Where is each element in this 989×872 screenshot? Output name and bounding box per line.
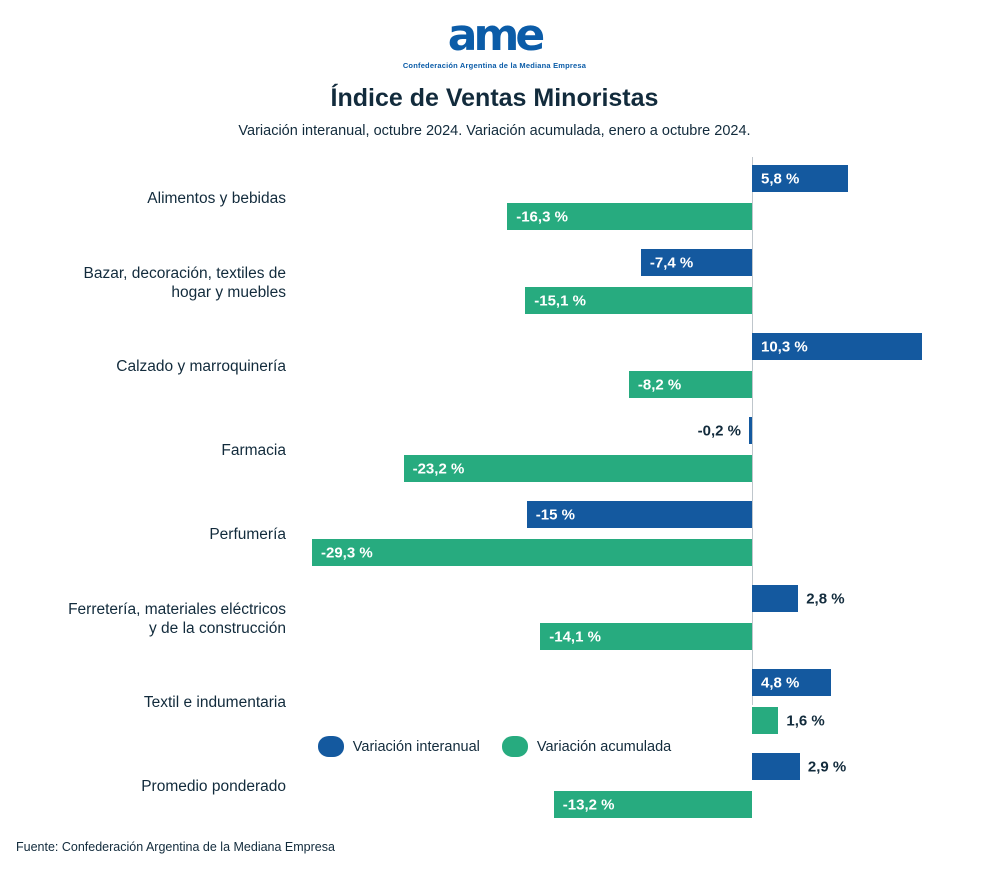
legend-label: Variación acumulada bbox=[536, 738, 672, 755]
bar-group bbox=[300, 241, 989, 325]
chart-legend bbox=[0, 736, 989, 757]
chart-row bbox=[0, 493, 989, 577]
chart-subtitle: Variación interanual, octubre 2024. Variación acumulada, enero a octubre 2024. bbox=[238, 123, 751, 139]
source-note: Fuente: Confederación Argentina de la Mediana Empresa bbox=[16, 840, 335, 854]
category-label: Promedio ponderado bbox=[141, 778, 286, 796]
bar-interanual bbox=[752, 333, 922, 360]
bar-interanual bbox=[752, 585, 845, 612]
chart-title: Índice de Ventas Minoristas bbox=[330, 84, 659, 112]
category-label: Ferretería, materiales eléctricos y de la construcción bbox=[68, 600, 286, 637]
bar-rows bbox=[0, 157, 989, 829]
bar-value-label: -0,2 % bbox=[697, 422, 741, 439]
chart-row bbox=[0, 241, 989, 325]
category-label: Alimentos y bebidas bbox=[147, 190, 286, 208]
bar-acumulada bbox=[629, 371, 752, 398]
bar-acumulada bbox=[540, 623, 752, 650]
logo-subtitle: Confederación Argentina de la Mediana Empresa bbox=[402, 61, 587, 70]
chart-row bbox=[0, 409, 989, 493]
legend-label: Variación interanual bbox=[352, 738, 480, 755]
legend-swatch-icon bbox=[502, 736, 528, 757]
bar-group bbox=[300, 325, 989, 409]
bar-value-label: -8,2 % bbox=[637, 376, 682, 393]
chart-plot-area bbox=[0, 157, 989, 813]
bar-interanual bbox=[641, 249, 752, 276]
bar-acumulada bbox=[507, 203, 752, 230]
bar-value-label: -16,3 % bbox=[516, 208, 568, 225]
chart-row bbox=[0, 577, 989, 661]
bar-group bbox=[300, 157, 989, 241]
chart-row bbox=[0, 661, 989, 745]
bar-group bbox=[300, 745, 989, 829]
category-label: Textil e indumentaria bbox=[143, 694, 286, 712]
bar-value-label: -23,2 % bbox=[412, 460, 465, 477]
bar-value-label: -13,2 % bbox=[562, 796, 615, 813]
bar-value-label: 4,8 % bbox=[761, 674, 800, 691]
logo-wordmark: ame bbox=[447, 10, 542, 61]
bar-acumulada bbox=[554, 791, 752, 818]
legend-item bbox=[318, 736, 480, 757]
bar-value-label: 1,6 % bbox=[786, 712, 825, 729]
bar-value-label: -15 % bbox=[535, 506, 575, 523]
chart-row bbox=[0, 157, 989, 241]
bar-value-label: -15,1 % bbox=[534, 292, 586, 309]
bar-value-label: 2,8 % bbox=[806, 590, 845, 607]
bar-group bbox=[300, 577, 989, 661]
bar-acumulada bbox=[752, 707, 825, 734]
bar-value-label: 2,9 % bbox=[807, 758, 847, 775]
bar-group bbox=[300, 493, 989, 577]
bar-acumulada bbox=[312, 539, 752, 566]
bar-acumulada bbox=[525, 287, 752, 314]
bar-value-label: -29,3 % bbox=[321, 544, 373, 561]
legend-item bbox=[502, 736, 671, 757]
bar-value-label: -7,4 % bbox=[649, 254, 694, 271]
bar-acumulada bbox=[404, 455, 752, 482]
chart-row bbox=[0, 325, 989, 409]
category-label: Calzado y marroquinería bbox=[116, 358, 286, 376]
bar-group bbox=[300, 409, 989, 493]
category-label: Perfumería bbox=[209, 526, 286, 544]
chart-row bbox=[0, 745, 989, 829]
came-logo bbox=[0, 0, 989, 70]
bar-value-label: 5,8 % bbox=[761, 170, 800, 187]
bar-value-label: 10,3 % bbox=[761, 338, 808, 355]
bar-interanual bbox=[752, 753, 847, 780]
category-label: Farmacia bbox=[221, 442, 286, 460]
category-label: Bazar, decoración, textiles de hogar y muebles bbox=[83, 264, 286, 301]
legend-swatch-icon bbox=[318, 736, 344, 757]
bar-interanual bbox=[697, 417, 752, 444]
bar-interanual bbox=[752, 669, 831, 696]
bar-value-label: -14,1 % bbox=[549, 628, 601, 645]
bar-interanual bbox=[752, 165, 848, 192]
bar-interanual bbox=[527, 501, 752, 528]
bar-group bbox=[300, 661, 989, 745]
